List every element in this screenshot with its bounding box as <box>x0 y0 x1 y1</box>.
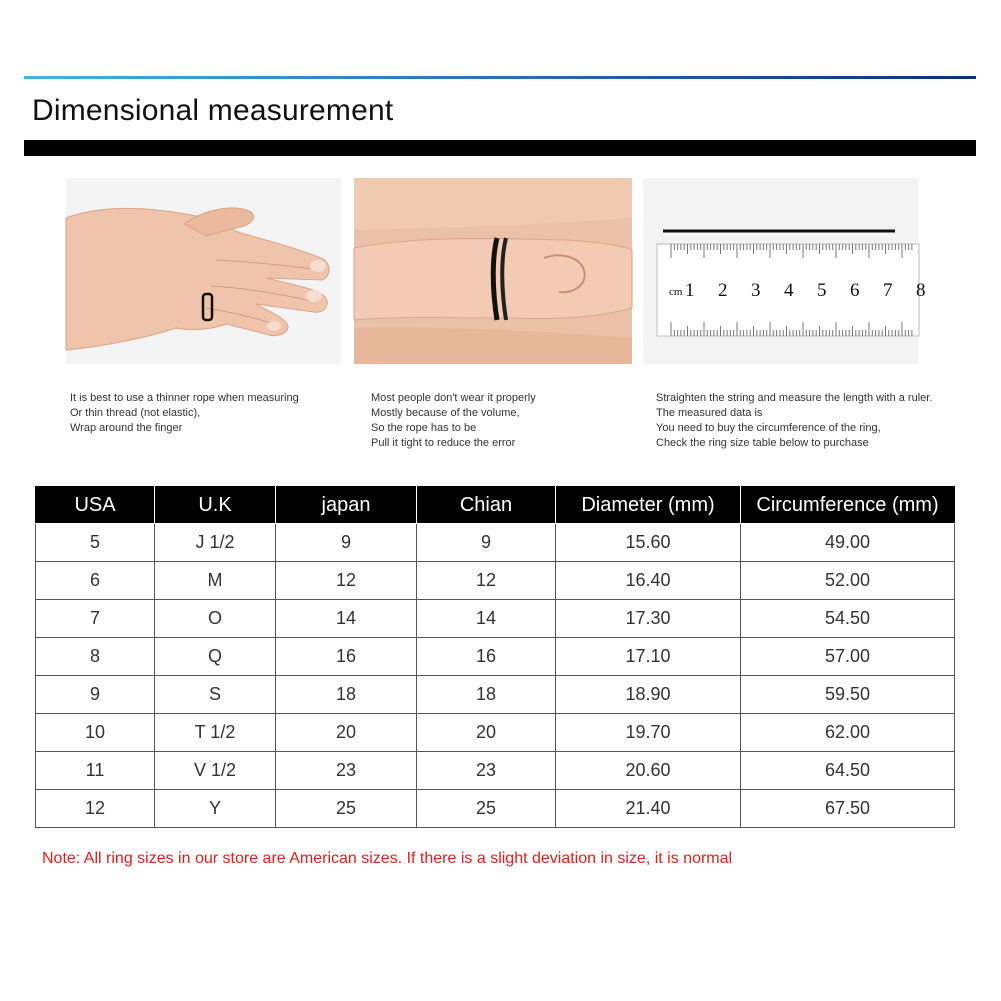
table-cell: 23 <box>417 752 556 790</box>
caption-line: Or thin thread (not elastic), <box>70 407 201 419</box>
table-cell: 19.70 <box>556 714 741 752</box>
table-cell: 57.00 <box>741 638 955 676</box>
table-cell: 52.00 <box>741 562 955 600</box>
header-circumference: Circumference (mm) <box>741 487 955 524</box>
table-cell: 67.50 <box>741 790 955 828</box>
table-cell: 9 <box>417 524 556 562</box>
caption-line: Mostly because of the volume, <box>371 407 520 419</box>
top-accent-rule <box>24 76 976 79</box>
table-row <box>36 714 955 752</box>
caption-measure-ruler <box>656 391 932 451</box>
caption-line: You need to buy the circumference of the ring, <box>656 422 881 434</box>
table-cell: 21.40 <box>556 790 741 828</box>
table-cell: 16 <box>276 638 417 676</box>
table-cell: 54.50 <box>741 600 955 638</box>
caption-pull-tight <box>371 391 536 451</box>
ruler-unit-label: cm <box>669 286 683 298</box>
table-cell: 18 <box>417 676 556 714</box>
table-cell: 14 <box>417 600 556 638</box>
table-cell: Q <box>155 638 276 676</box>
ruler-number: 3 <box>751 280 761 301</box>
header-uk: U.K <box>155 487 276 524</box>
caption-line: It is best to use a thinner rope when measuring <box>70 392 299 404</box>
caption-line: Wrap around the finger <box>70 422 183 434</box>
caption-line: Pull it tight to reduce the error <box>371 437 516 449</box>
table-cell: 5 <box>36 524 155 562</box>
table-cell: 17.30 <box>556 600 741 638</box>
ruler-number: 4 <box>784 280 794 301</box>
caption-line: So the rope has to be <box>371 422 477 434</box>
ruler-with-string-icon <box>643 178 926 364</box>
table-cell: 20 <box>276 714 417 752</box>
table-cell: 59.50 <box>741 676 955 714</box>
table-cell: 18 <box>276 676 417 714</box>
caption-thin-rope <box>70 391 299 436</box>
size-note: Note: All ring sizes in our store are American sizes. If there is a slight deviation in size, it is normal <box>42 850 733 867</box>
ruler-number: 1 <box>685 280 695 301</box>
finger-with-string-icon <box>354 178 632 364</box>
table-cell: 7 <box>36 600 155 638</box>
table-header-row <box>36 487 955 524</box>
table-cell: 17.10 <box>556 638 741 676</box>
table-cell: 16.40 <box>556 562 741 600</box>
ruler-number: 7 <box>883 280 893 301</box>
page-title: Dimensional measurement <box>32 94 394 127</box>
table-cell: M <box>155 562 276 600</box>
table-cell: 25 <box>417 790 556 828</box>
table-row <box>36 600 955 638</box>
ruler-number: 2 <box>718 280 728 301</box>
table-cell: O <box>155 600 276 638</box>
ruler-number: 5 <box>817 280 827 301</box>
table-cell: 10 <box>36 714 155 752</box>
table-cell: S <box>155 676 276 714</box>
table-cell: 9 <box>276 524 417 562</box>
table-cell: 20 <box>417 714 556 752</box>
table-cell: T 1/2 <box>155 714 276 752</box>
table-cell: 15.60 <box>556 524 741 562</box>
table-cell: 12 <box>276 562 417 600</box>
table-row <box>36 752 955 790</box>
ruler-number: 8 <box>916 280 926 301</box>
table-cell: 62.00 <box>741 714 955 752</box>
table-cell: 20.60 <box>556 752 741 790</box>
table-cell: J 1/2 <box>155 524 276 562</box>
header-japan: japan <box>276 487 417 524</box>
table-cell: 49.00 <box>741 524 955 562</box>
table-cell: 8 <box>36 638 155 676</box>
table-row <box>36 676 955 714</box>
table-cell: Y <box>155 790 276 828</box>
caption-line: Check the ring size table below to purchase <box>656 437 869 449</box>
ruler-number: 6 <box>850 280 860 301</box>
hand-with-string-icon <box>66 178 341 364</box>
table-cell: 12 <box>36 790 155 828</box>
table-cell: 12 <box>417 562 556 600</box>
table-cell: 9 <box>36 676 155 714</box>
title-underline-bar <box>24 140 976 156</box>
table-cell: 16 <box>417 638 556 676</box>
table-cell: V 1/2 <box>155 752 276 790</box>
caption-line: Most people don't wear it properly <box>371 392 536 404</box>
table-cell: 64.50 <box>741 752 955 790</box>
caption-line: Straighten the string and measure the length with a ruler. <box>656 392 933 404</box>
header-china: Chian <box>417 487 556 524</box>
table-cell: 6 <box>36 562 155 600</box>
header-diameter: Diameter (mm) <box>556 487 741 524</box>
caption-line: The measured data is <box>656 407 763 419</box>
header-usa: USA <box>36 487 155 524</box>
table-row <box>36 524 955 562</box>
table-cell: 23 <box>276 752 417 790</box>
table-row <box>36 790 955 828</box>
ring-size-table <box>35 486 955 828</box>
table-row <box>36 638 955 676</box>
table-cell: 11 <box>36 752 155 790</box>
table-cell: 18.90 <box>556 676 741 714</box>
table-row <box>36 562 955 600</box>
table-cell: 14 <box>276 600 417 638</box>
table-cell: 25 <box>276 790 417 828</box>
